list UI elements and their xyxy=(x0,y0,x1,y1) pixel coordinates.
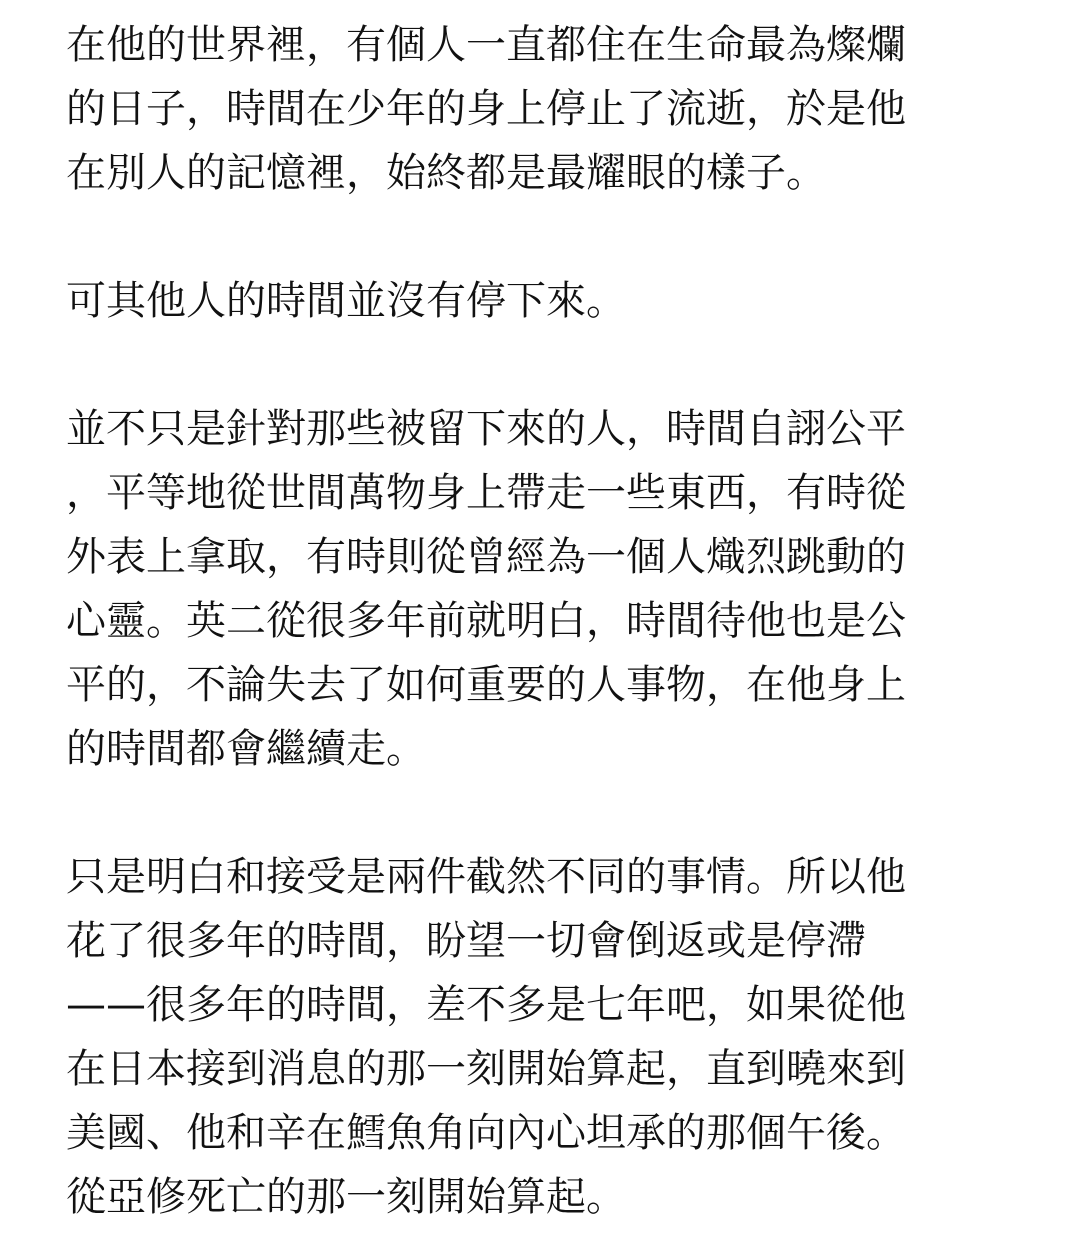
paragraph-3 xyxy=(66,397,1012,781)
text-line: 在別人的記憶裡，始終都是最耀眼的樣子。 xyxy=(66,150,826,196)
text-line: 平的，不論失去了如何重要的人事物，在他身上 xyxy=(66,662,906,708)
paragraph-2 xyxy=(66,269,1012,333)
text-line: ——很多年的時間，差不多是七年吧，如果從他 xyxy=(66,982,906,1028)
text-line: 的日子，時間在少年的身上停止了流逝，於是他 xyxy=(66,86,906,132)
paragraph-gap xyxy=(66,333,1012,397)
paragraph-4 xyxy=(66,845,1012,1229)
text-line: 從亞修死亡的那一刻開始算起。 xyxy=(66,1174,626,1220)
text-line: 外表上拿取，有時則從曾經為一個人熾烈跳動的 xyxy=(66,534,906,580)
paragraph-gap xyxy=(66,205,1012,269)
text-line: 只是明白和接受是兩件截然不同的事情。所以他 xyxy=(66,854,906,900)
text-line: 花了很多年的時間，盼望一切會倒返或是停滯 xyxy=(66,918,866,964)
text-line: 心靈。英二從很多年前就明白，時間待他也是公 xyxy=(66,598,906,644)
text-line: 的時間都會繼續走。 xyxy=(66,726,426,772)
text-line: 美國、他和辛在鱈魚角向內心坦承的那個午後。 xyxy=(66,1110,906,1156)
text-line: 可其他人的時間並沒有停下來。 xyxy=(66,278,626,324)
text-line: 在他的世界裡，有個人一直都住在生命最為燦爛 xyxy=(66,22,906,68)
text-line: 在日本接到消息的那一刻開始算起，直到曉來到 xyxy=(66,1046,906,1092)
text-line: 並不只是針對那些被留下來的人，時間自詡公平 xyxy=(66,406,906,452)
paragraph-gap xyxy=(66,781,1012,845)
text-line: ，平等地從世間萬物身上帶走一些東西，有時從 xyxy=(66,470,906,516)
article-body xyxy=(66,13,1012,1229)
paragraph-1 xyxy=(66,13,1012,205)
